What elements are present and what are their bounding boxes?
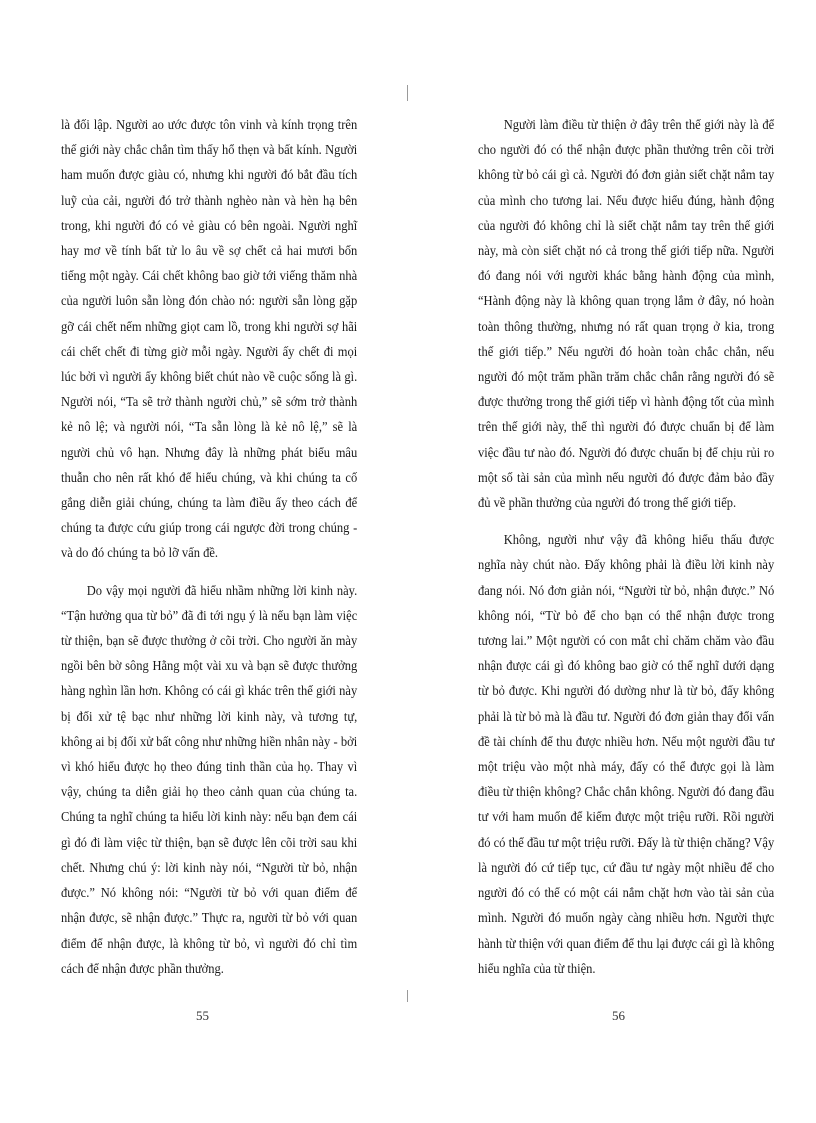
right-page-number: 56 <box>612 1008 625 1023</box>
right-paragraph-2: Không, người như vậy đã không hiểu thấu được nghĩa này chút nào. Đấy không phải là điều lời kinh này đang nói. Nó đơn giản nói, “Người từ bỏ, nhận được.” Nó không nói, “Từ bỏ để cho bạn có thể nhận được trong tương lai.” Một người có con mắt chỉ chăm chăm vào đầu nhận được cái gì đó không bao giờ có thể nghĩ dưới dạng từ bỏ được. Khi người đó dường như là từ bỏ, đấy không phải là từ bỏ mà là đầu tư. Người đó đơn giản thay đổi vấn đề tài chính để thu được nhiều hơn. Nếu một người đầu tư một triệu vào một nhà máy, đấy có thể được gọi là làm điều từ thiện không? Chắc chắn không. Người đó đang đầu tư với ham muốn để kiếm được một triệu rưỡi. Rồi người đó có thể đầu tư một triệu rưỡi. Đấy là từ thiện chăng? Vậy là người đó cứ tiếp tục, cứ đầu tư ngày một nhiều để cho người đó có thể có một cái nắm chặt hơn vào tài sản của mình. Người đó muốn ngày càng nhiều hơn. Người thực hành từ thiện với quan điểm để thu lại được cái gì là không hiểu nghĩa của từ thiện. <box>478 532 775 976</box>
gutter-mark-bottom <box>407 990 408 1002</box>
right-page-text <box>478 112 774 993</box>
left-paragraph-1: là đối lập. Người ao ước được tôn vinh và kính trọng trên thế giới này chắc chắn tìm thấy hổ thẹn và bất kính. Người ham muốn được giàu có, nhưng khi người đó bắt đầu tích luỹ của cải, người đó trở thành nghèo nàn và hèn hạ bên trong, khi người đó có vẻ giàu có bên ngoài. Người nghĩ hay mơ về tính bất tử lo âu về sợ chết cả hai mươi bốn tiếng một ngày. Cái chết không bao giờ tới viếng thăm nhà của người luôn sẵn lòng đón chào nó: người sẵn lòng gặp gỡ cái chết nếm những giọt cam lồ, trong khi người sợ hãi cái chết chết đi từng giờ mỗi ngày. Người ấy chết đi mọi lúc bởi vì người ấy không biết chút nào về cuộc sống là gì. Người nói, “Ta sẽ trở thành người chủ,” sẽ sớm trở thành kẻ nô lệ; và người nói, “Ta sẵn lòng là kẻ nô lệ,” sẽ là người chủ vô hạn. Nhưng đây là những phát biểu mâu thuẫn cho nên rất khó để hiểu chúng, và khi chúng ta cố gắng diễn giải chúng, chúng ta làm điều ấy theo cách để chúng ta được cứu giúp trong cái ngược đời trong chúng - và do đó chúng ta bỏ lỡ vấn đề. <box>61 117 358 561</box>
right-paragraph-1: Người làm điều từ thiện ở đây trên thế giới này là để cho người đó có thể nhận được phần thưởng trên cõi trời không từ bỏ cái gì cả. Người đó đơn giản siết chặt nắm tay của mình cho tương lai. Nếu được hiểu đúng, hành động của người đó không chỉ là siết chặt nắm tay trên thế giới này, mà còn siết chặt nó cả trong thế giới tiếp nữa. Người đó đang nói với người khác bằng hành động của mình, “Hành động này là không quan trọng lắm ở đây, nó hoàn toàn thông thường, nhưng nó rất quan trọng ở kia, trong thế giới tiếp.” Nếu người đó hoàn toàn chắc chắn, nếu người đó một trăm phần trăm chắc chắn rằng người đó sẽ được thưởng trong thế giới tiếp vì hành động tốt của mình trên thế giới này, thế thì người đó được chuẩn bị để làm việc đầu tư nào đó. Người đó được chuẩn bị để chịu rủi ro một số tài sản của mình nếu người đó được đảm bảo đầy đủ về phần thưởng của người đó trong thế giới tiếp. <box>478 117 775 511</box>
left-page-text <box>61 112 357 993</box>
left-paragraph-2: Do vậy mọi người đã hiểu nhầm những lời kinh này. “Tận hưởng qua từ bỏ” đã đi tới ngụ ý là nếu bạn làm việc từ thiện, bạn sẽ được thưởng ở cõi trời. Cho người ăn mày ngồi bên bờ sông Hằng một vài xu và bạn sẽ được thưởng hàng nghìn lần hơn. Không có cái gì khác trên thế giới này bị đối xử tệ bạc như những lời kinh này, và tương tự, không ai bị đối xử bất công như những hiền nhân này - bởi vì khó hiểu được họ theo đúng tinh thần của họ. Thay vì vậy, chúng ta diễn giải họ theo cảnh quan của chúng ta. Chúng ta nghĩ chúng ta hiểu lời kinh này: nếu bạn đem cái gì đó đi làm việc từ thiện, bạn sẽ được lên cõi trời sau khi chết. Nhưng chú ý: lời kinh này nói, “Người từ bỏ, nhận được.” Nó không nói: “Người từ bỏ với quan điểm để nhận được, sẽ nhận được.” Thực ra, người từ bỏ với quan điểm để nhận được, là không từ bỏ, vì người đó chỉ tìm cách để nhận được phần thưởng. <box>61 582 358 976</box>
gutter-mark-top <box>407 85 408 101</box>
left-page-number: 55 <box>196 1008 209 1023</box>
